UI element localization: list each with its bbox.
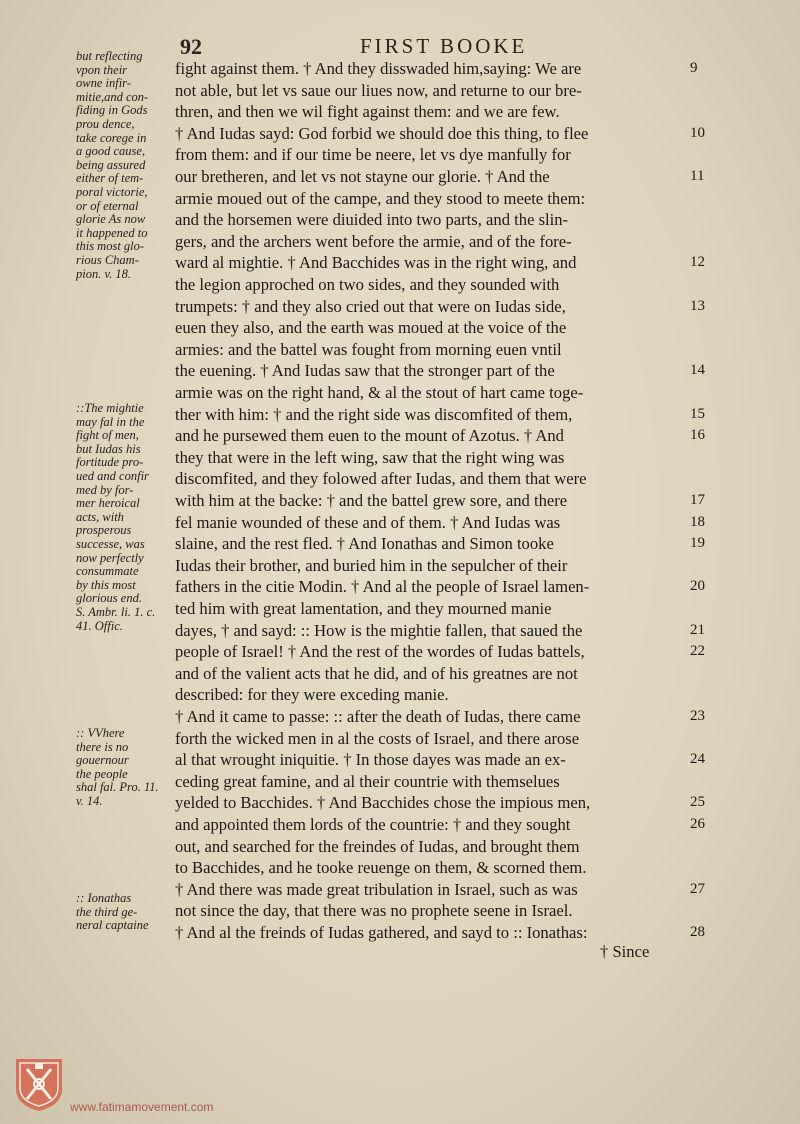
catchword: † Since [600,942,650,961]
text-line: and appointed them lords of the countrie: † and they sought [175,815,571,834]
text-line: fel manie wounded of these and of them. † And Iudas was [175,512,561,532]
verse-number: 18 [690,513,705,530]
text-line: out, and searched for the freindes of Iudas, and brought them [175,836,580,856]
text-line: and of the valient acts that he did, and of his greatnes are not [175,663,578,683]
text-line: † And it came to passe: :: after the death of Iudas, there came [175,707,581,726]
verse-number: 22 [690,643,705,660]
margin-note: :: VVhere there is no gouernour the people shal fal. Pro. 11. v. 14. [76,726,159,808]
verse-number: 21 [690,621,705,638]
page-number: 92 [180,34,202,59]
verse-number: 26 [690,816,705,832]
verse-number: 16 [690,427,705,444]
text-line: † And there was made great tribulation in Israel, such as was [175,879,578,899]
text-line: from them: and if our time be neere, let vs dye manfully for [175,145,571,165]
text-line: armies: and the battel was fought from morning euen vntil [175,339,562,359]
text-line: forth the wicked men in al the costs of Israel, and there arose [175,728,580,748]
verse-number: 20 [690,578,705,595]
papal-keys-shield-icon [12,1055,66,1113]
text-line: yelded to Bacchides. † And Bacchides chose the impious men, [175,793,591,813]
text-line: ted him with great lamentation, and they mourned manie [175,599,552,618]
text-line: and the horsemen were diuided into two parts, and the slin- [175,210,569,230]
verse-number: 17 [690,492,705,508]
verse-number: 15 [690,405,705,422]
text-line: fight against them. † And they disswaded him,saying: We are [175,59,582,78]
verse-number: 19 [690,535,705,552]
verse-number: 12 [690,254,705,271]
verse-number: 23 [690,708,705,724]
text-line: euen they also, and the earth was moued at the voice of the [175,318,567,338]
verse-number: 11 [690,168,705,184]
page-header [180,34,640,58]
verse-number: 9 [690,60,698,76]
text-line: our bretheren, and let vs not stayne our glorie. † And the [175,167,550,186]
text-line: Iudas their brother, and buried him in the sepulcher of their [175,555,568,575]
text-line: slaine, and the rest fled. † And Ionathas and Simon tooke [175,534,554,554]
text-line: the euening. † And Iudas saw that the stronger part of the [175,361,555,381]
text-line: fathers in the citie Modin. † And al the people of Israel lamen- [175,577,590,597]
verse-number: 24 [690,751,705,768]
text-line: they that were in the left wing, saw that the right wing was [175,447,565,467]
margin-note: but reflecting vpon their owne infir- mitie,and con- fiding in Gods prou dence, take corege in a good cause, being assured either of tem- poral victorie, or of eternal glorie As now it happened to this most glo- rious Cham- pion. v. 18. [76,49,149,281]
text-line: people of Israel! † And the rest of the wordes of Iudas battels, [175,642,585,662]
text-line: not since the day, that there was no prophete seene in Israel. [175,901,573,921]
footer-url[interactable]: www.fatimamovement.com [70,1100,214,1114]
verse-number: 13 [690,297,705,314]
text-line: to Bacchides, and he tooke reuenge on them, & scorned them. [175,858,587,878]
text-line: gers, and the archers went before the armie, and of the fore- [175,231,572,251]
text-line: trumpets: † and they also cried out that were on Iudas side, [175,296,566,316]
text-line: and he pursewed them euen to the mount of Azotus. † And [175,426,564,446]
text-line: ceding great famine, and al their countrie with themselues [175,771,560,791]
margin-note: :: Ionathas the third ge- neral captaine [76,891,149,933]
text-line: † And al the freinds of Iudas gathered, and sayd to :: Ionathas: [175,923,588,942]
text-line: armie moued out of the campe, and they stood to meete them: [175,188,586,208]
text-line: † And Iudas sayd: God forbid we should doe this thing, to flee [175,123,589,143]
text-line: armie was on the right hand, & al the stout of hart came toge- [175,383,584,402]
running-title: FIRST BOOKE [360,34,528,58]
text-line: al that wrought iniquitie. † In those dayes was made an ex- [175,750,566,770]
text-line: ther with him: † and the right side was discomfited of them, [175,404,573,424]
text-line: dayes, † and sayd: :: How is the mightie fallen, that saued the [175,620,583,640]
text-line: the legion approched on two sides, and they sounded with [175,275,560,294]
text-line: described: for they were exceding manie. [175,685,449,705]
margin-note: ::The mightie may fal in the fight of men, but Iudas his fortitude pro- ued and confir med by for- mer heroical acts, with prosperous successe, was now perfectly consummate by this most glorious end. S. Ambr. li. 1. c. 41. Offic. [76,401,156,633]
text-line: not able, but let vs saue our liues now, and returne to our bre- [175,80,582,100]
text-line: with him at the backe: † and the battel grew sore, and there [175,491,568,510]
verse-number: 28 [690,924,705,940]
text-line: discomfited, and they folowed after Iudas, and them that were [175,469,587,489]
text-line: thren, and then we wil fight against them: and we are few. [175,102,560,122]
verse-number: 25 [690,794,705,811]
verse-number: 14 [690,362,705,379]
verse-number: 27 [690,880,705,897]
text-line: ward al mightie. † And Bacchides was in the right wing, and [175,253,577,273]
verse-number: 10 [690,124,705,141]
